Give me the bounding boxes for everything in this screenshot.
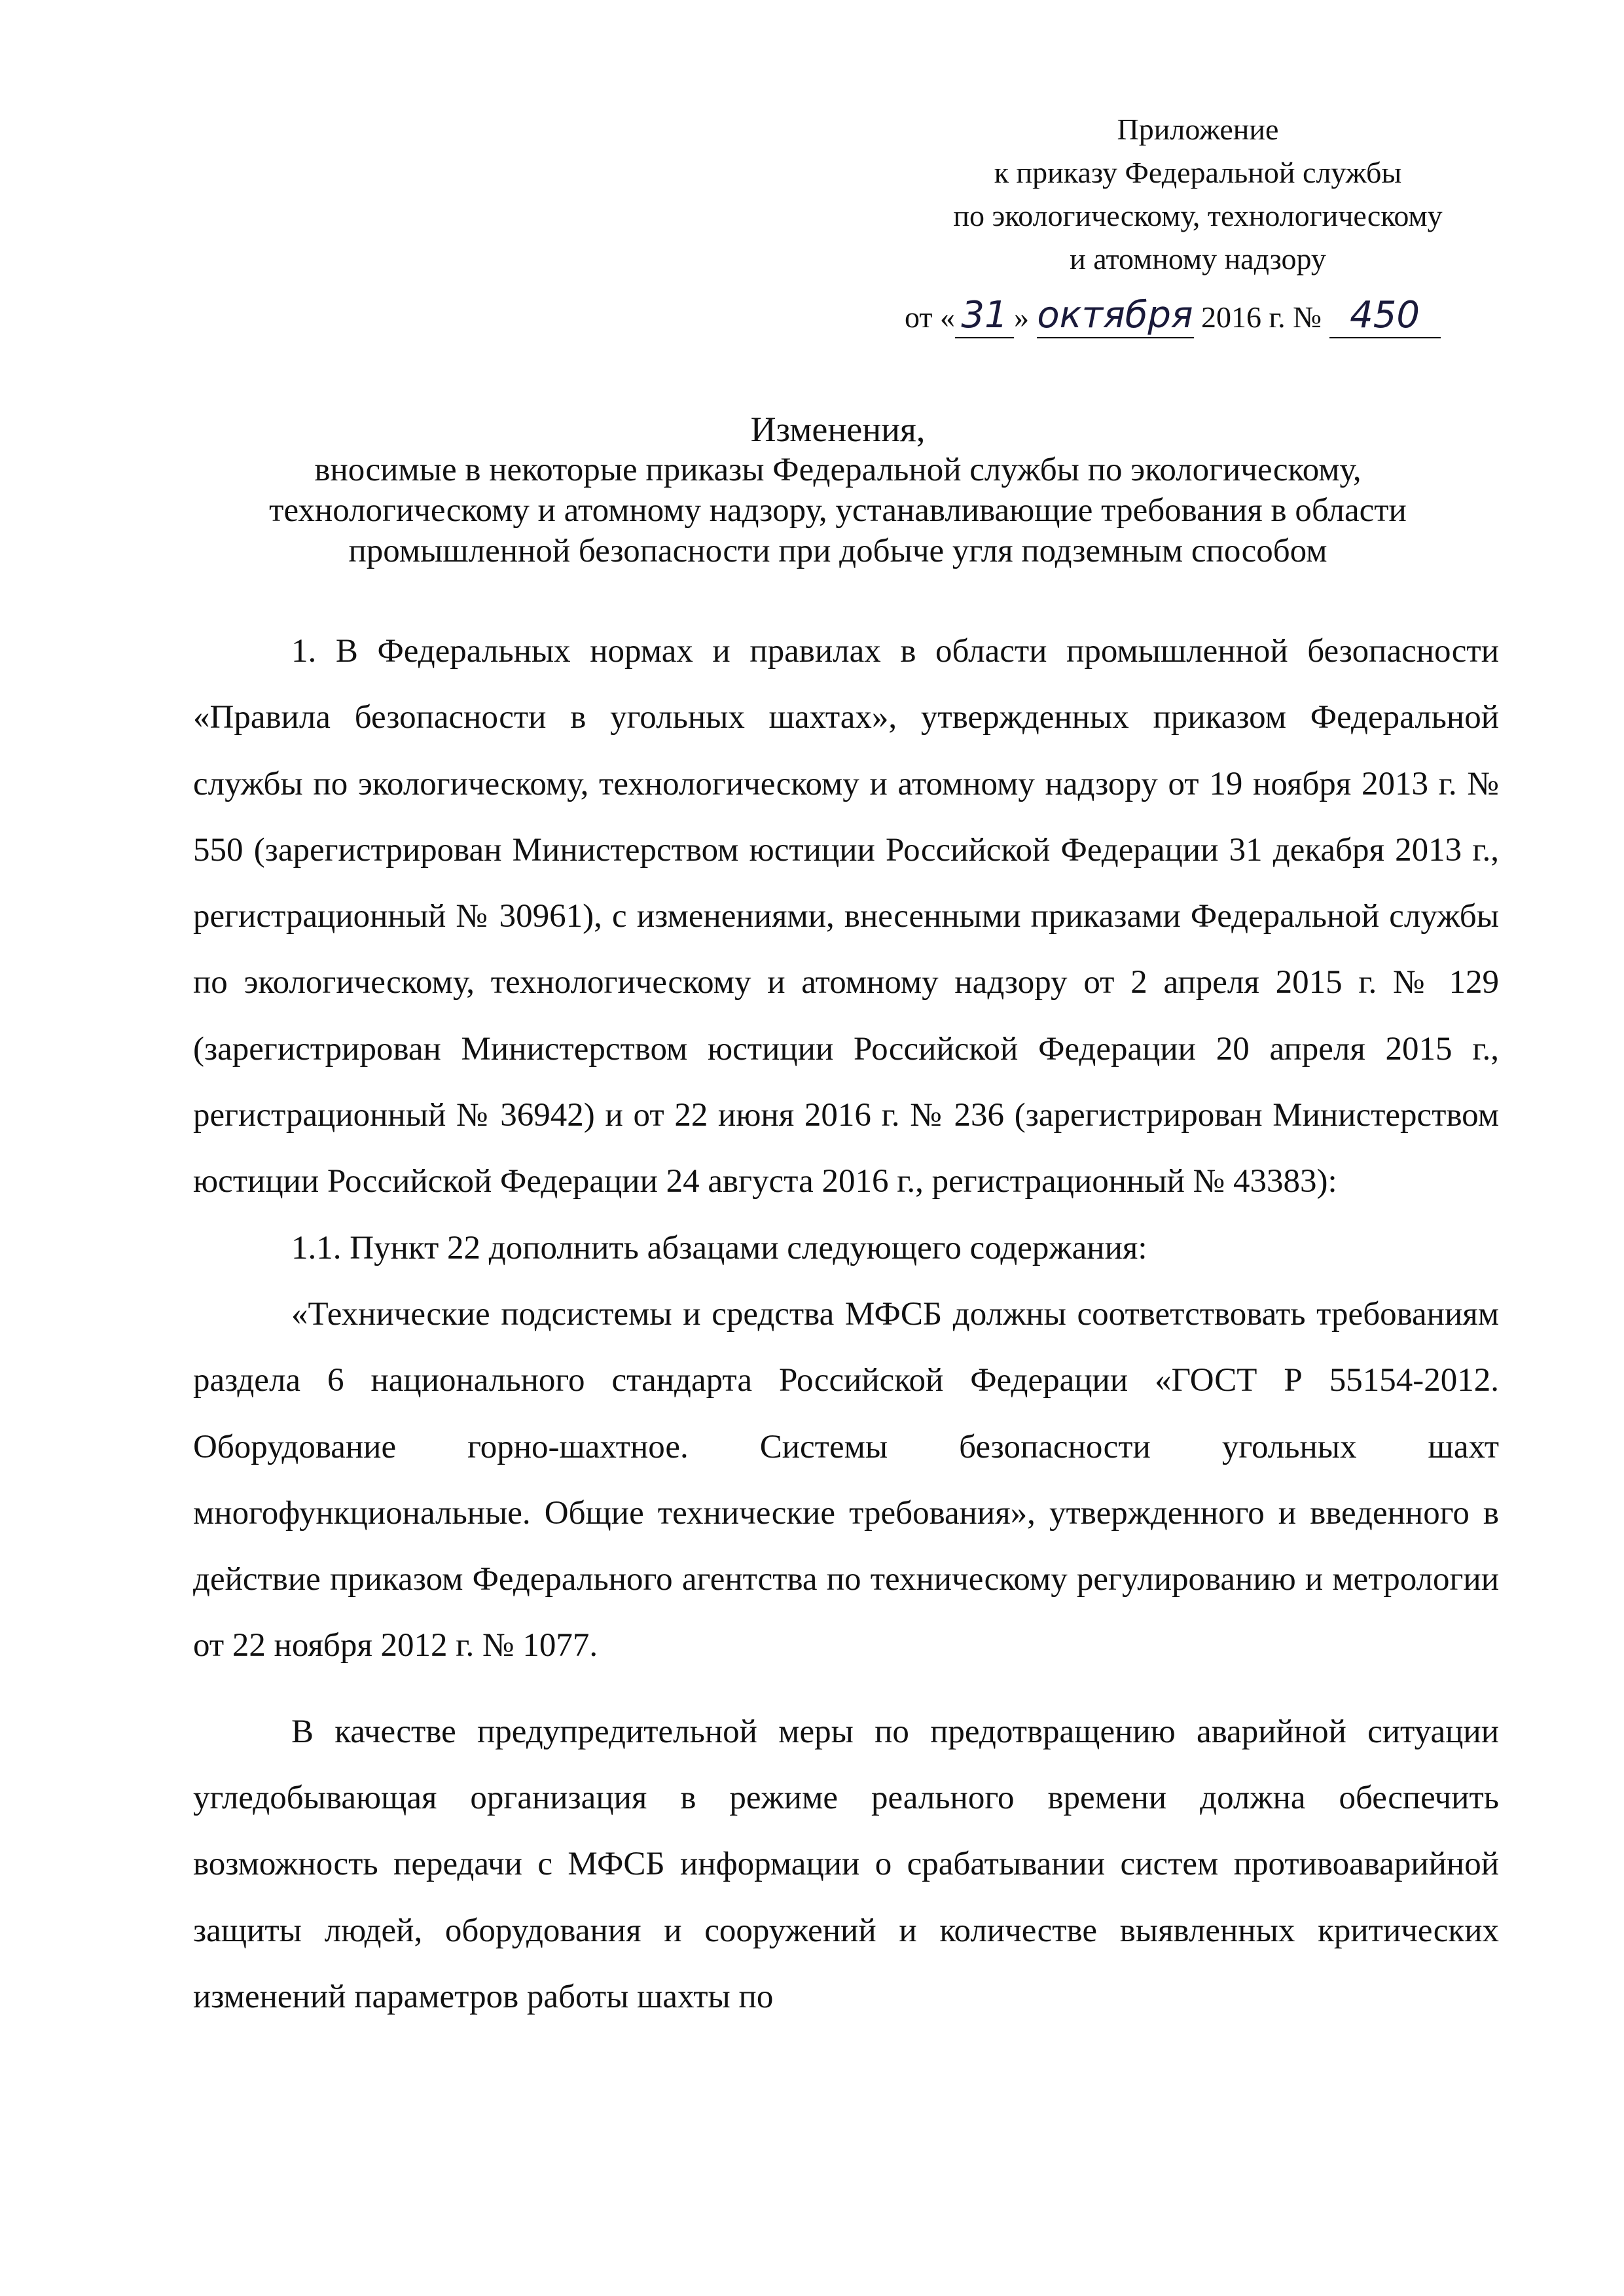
date-mid: » xyxy=(1014,300,1029,334)
document-title xyxy=(190,409,1486,571)
handwritten-order-number: 450 xyxy=(1329,294,1441,338)
date-prefix: от « xyxy=(905,300,955,334)
date-year: 2016 г. № xyxy=(1201,300,1322,334)
annex-header xyxy=(903,108,1492,281)
title-line: вносимые в некоторые приказы Федеральной службы по экологическому, xyxy=(314,452,1362,488)
handwritten-month: октября xyxy=(1037,294,1194,338)
title-line: промышленной безопасности при добыче угля подземным способом xyxy=(348,533,1327,569)
annex-line: по экологическому, технологическому xyxy=(953,199,1443,232)
paragraph: «Технические подсистемы и средства МФСБ должны соответствовать требованиям раздела 6 национального стандарта Российской Федерации «ГОСТ Р 55154-2012. Оборудование горно-шахтное. Системы безопасности угольных шахт многофункциональные. Общие технические требования», утвержденного и введенного в действие приказом Федерального агентства по техническому регулированию и метрологии от 22 ноября 2012 г. № 1077. xyxy=(193,1295,1499,1664)
document-body xyxy=(193,619,1499,2030)
paragraph: 1.1. Пункт 22 дополнить абзацами следующего содержания: xyxy=(291,1229,1147,1266)
title-main: Изменения, xyxy=(750,410,926,449)
paragraph: 1. В Федеральных нормах и правилах в области промышленной безопасности «Правила безопасности в угольных шахтах», утвержденных приказом Федеральной службы по экологическому, технологическому и атомному надзору от 19 ноября 2013 г. № 550 (зарегистрирован Министерством юстиции Российской Федерации 31 декабря 2013 г., регистрационный № 30961), с изменениями, внесенными приказами Федеральной службы по экологическому, технологическому и атомному надзору от 2 апреля 2015 г. № 129 (зарегистрирован Министерством юстиции Российской Федерации 20 апреля 2015 г., регистрационный № 36942) и от 22 июня 2016 г. № 236 (зарегистрирован Министерством юстиции Российской Федерации 24 августа 2016 г., регистрационный № 43383): xyxy=(193,633,1499,1200)
paragraph: В качестве предупредительной меры по предотвращению аварийной ситуации угледобывающая организация в режиме реального времени должна обеспечить возможность передачи с МФСБ информации о срабатывании систем противоаварийной защиты людей, оборудования и сооружений и количестве выявленных критических изменений параметров работы шахты по xyxy=(193,1713,1499,2015)
annex-line: к приказу Федеральной службы xyxy=(994,156,1402,189)
title-line: технологическому и атомному надзору, устанавливающие требования в области xyxy=(269,492,1407,529)
handwritten-day: 31 xyxy=(955,294,1014,338)
order-date-line xyxy=(905,291,1494,344)
annex-line: и атомному надзору xyxy=(1070,242,1326,276)
annex-line: Приложение xyxy=(1117,113,1279,146)
